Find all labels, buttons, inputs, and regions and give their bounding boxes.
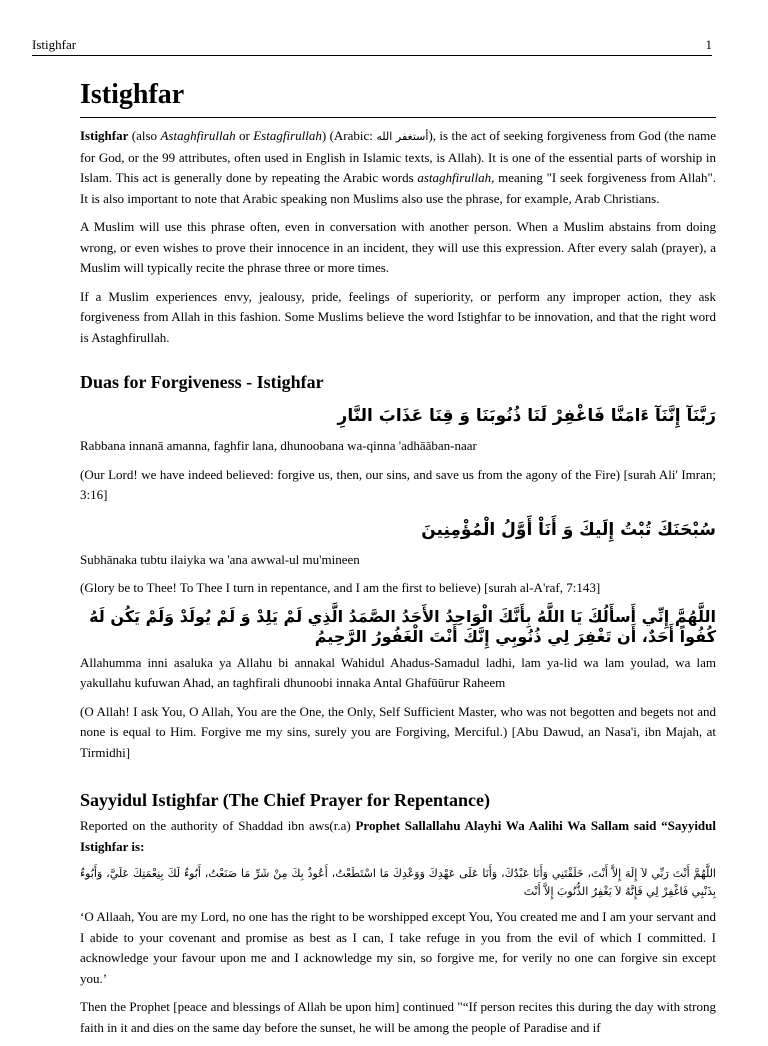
body-paragraph: If a Muslim experiences envy, jealousy, pride, feelings of superiority, or perform any improper action, they ask forgiveness from Allah in this fashion. Some Muslims believe the word Istighfar to be innovation, and that the right word is Astaghfirullah. (80, 288, 716, 345)
dua-translation: (Glory be to Thee! To Thee I turn in repentance, and I am the first to believe) [surah al-A'raf, 7:143] (80, 580, 601, 595)
section-heading-duas: Duas for Forgiveness - Istighfar (80, 372, 324, 392)
intro-alt-1: Astaghfirullah (160, 128, 236, 143)
intro-arabic: أستغفر الله (376, 130, 429, 143)
sayyidul-continued: Then the Prophet [peace and blessings of Allah be upon him] continued "“If person recites this during the day with strong faith in it and dies on the same day before the sunset, he will be among the people of Paradise and if (80, 999, 716, 1035)
article-body (80, 78, 716, 1046)
dua-arabic: اللَّهُمَّ إِنِّي أَسأَلُكَ يَا اللَّهُ بِأَنَّكَ الْوَاحِدُ الأَحَدُ الصَّمَدُ الَّذِي لَمْ يَلِدْ وَ لَمْ يُولَدْ وَلَمْ يَكُن لَهُ كُفُواً أَحَدٌ، أَن تَغْفِرَ لِي ذُنُوبِي إِنَّكَ أَنْتَ الْغَفُورُ الرَّحِيمُ (89, 606, 716, 646)
sayyidul-reported (80, 816, 716, 857)
dua-arabic: رَبَّنَآ إِنَّنَآ ءَامَنَّا فَاغْفِرْ لَنَا ذُنُوبَنَا وَ قِنَا عَذَابَ النَّارِ (337, 406, 716, 426)
section-heading-sayyidul: Sayyidul Istighfar (The Chief Prayer for Repentance) (80, 790, 490, 810)
dua-transliteration: Rabbana innanā amanna, faghfir lana, dhunoobana wa-qinna 'adhāāban-naar (80, 438, 477, 453)
dua-transliteration: Subhānaka tubtu ilaiyka wa 'ana awwal-ul mu'mineen (80, 551, 360, 567)
reported-bold: Prophet Sallallahu Alayhi Wa Aalihi Wa Sallam said “Sayyidul Istighfar is: (80, 818, 716, 854)
header-title: Istighfar (32, 37, 77, 52)
intro-text-4: ), is the act of seeking forgiveness from God (the name for God, or the 99 attributes, often used in English in Islamic texts, is Allah). It is one of the essential parts of worship in Islam. This act is generally done by repeating the Arabic words (80, 128, 716, 185)
sayyidul-translation: ‘O Allaah, You are my Lord, no one has the right to be worshipped except You, You created me and I am your servant and I abide to your covenant and promise as best as I can, I take refuge in you from the evil of which I committed. I acknowledge your favour upon me and I acknowledge my sin, so forgive me, for verily no one can forgive sin except you.’ (80, 909, 716, 986)
intro-paragraph (80, 126, 716, 209)
dua-translation: (Our Lord! we have indeed believed: forgive us, then, our sins, and save us from the agony of the Fire) [surah Ali' Imran; 3:16] (80, 466, 716, 502)
intro-text-1: (also (128, 128, 161, 143)
intro-text-2: or (235, 128, 254, 143)
dua-translation: (O Allah! I ask You, O Allah, You are the One, the Only, Self Sufficient Master, who was not begotten and begets not and none is equal to Him. Forgive me my sins, surely you are Forgiving, Merciful.) [Abu Dawud, an Nasa'i, ibn Majah, at Tirmidhi] (80, 703, 716, 760)
page-number: 1 (705, 37, 712, 52)
body-paragraph: A Muslim will use this phrase often, even in conversation with another person. When a Muslim abstains from doing wrong, or even wishes to prove their innocence in an incident, they will use this expression. After every salah (prayer), a Muslim will typically recite the phrase three or more times. (80, 219, 716, 275)
intro-term: Istighfar (80, 128, 129, 143)
running-header (32, 37, 712, 56)
sayyidul-arabic: اللَّهُمَّ أَنْتَ رَبِّي لاَ إِلَهَ إِلاَّ أَنْتَ، خَلَقْتَنِي وَأَنَا عَبْدُكَ، وَأَنَا عَلَى عَهْدِكَ وَوَعْدِكَ مَا اسْتَطَعْتُ، أَعُوذُ بِكَ مِنْ شَرِّ مَا صَنَعْتُ، أَبُوءُ لَكَ بِنِعْمَتِكَ عَلَيَّ، وَأَبُوءُ بِذَنْبِي فَاغْفِرْ لِي فَإِنَّهُ لاَ يَغْفِرُ الذُّنُوبَ إِلاَّ أَنْتَ (80, 867, 716, 898)
dua-arabic: سُبْحَنَكَ تُبْتُ إِلَيكَ وَ أَنَاْ أَوَّلُ الْمُؤْمِنِينَ (421, 519, 716, 540)
intro-text-3: ) (Arabic: (321, 128, 377, 143)
dua-transliteration: Allahumma inni asaluka ya Allahu bi annakal Wahidul Ahadus-Samadul ladhi, lam ya-lid wa lam youlad, wa lam yakullahu kufuwan Ahad, an taghfirali dhunoobi innaka Antal Ghafūūrur Raheem (80, 654, 716, 690)
intro-text-5: , meaning "I seek forgiveness from Allah". It is also important to note that Arabic speaking non Muslims also use the phrase, for example, Arab Christians. (80, 170, 717, 206)
intro-alt-2: Estagfirullah (253, 128, 322, 143)
reported-text: Reported on the authority of Shaddad ibn aws(r.a) (80, 818, 356, 833)
page-title: Istighfar (80, 78, 716, 118)
intro-word: astaghfirullah (417, 170, 492, 185)
